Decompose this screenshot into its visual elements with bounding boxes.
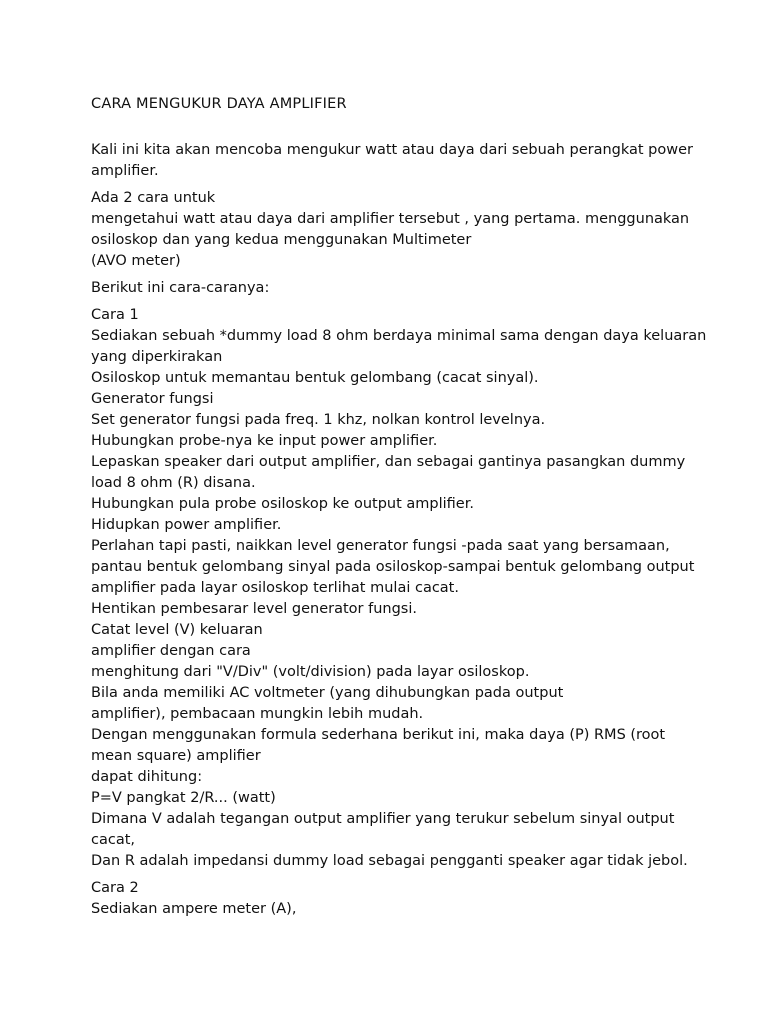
text-line: Dimana V adalah tegangan output amplifier yang terukur sebelum sinyal output bbox=[91, 811, 675, 827]
text-line: yang diperkirakan bbox=[91, 349, 223, 365]
text-line: Generator fungsi bbox=[91, 391, 214, 407]
text-line: Bila anda memiliki AC voltmeter (yang dihubungkan pada output bbox=[91, 685, 564, 701]
text-line: Dan R adalah impedansi dummy load sebagai pengganti speaker agar tidak jebol. bbox=[91, 853, 688, 869]
text-line: Hubungkan pula probe osiloskop ke output amplifier. bbox=[91, 496, 474, 512]
text-line: osiloskop dan yang kedua menggunakan Multimeter bbox=[91, 232, 472, 248]
paragraph bbox=[91, 188, 691, 272]
text-line: Sediakan ampere meter (A), bbox=[91, 901, 297, 917]
document-title: CARA MENGUKUR DAYA AMPLIFIER bbox=[91, 96, 347, 112]
text-line: mengetahui watt atau daya dari amplifier tersebut , yang pertama. menggunakan bbox=[91, 211, 690, 227]
paragraph bbox=[91, 878, 691, 920]
text-line: mean square) amplifier bbox=[91, 748, 261, 764]
text-line: Set generator fungsi pada freq. 1 khz, nolkan kontrol levelnya. bbox=[91, 412, 546, 428]
text-line: Berikut ini cara-caranya: bbox=[91, 280, 270, 296]
text-line: Hubungkan probe-nya ke input power amplifier. bbox=[91, 433, 438, 449]
text-line: amplifier pada layar osiloskop terlihat mulai cacat. bbox=[91, 580, 459, 596]
text-line: Osiloskop untuk memantau bentuk gelombang (cacat sinyal). bbox=[91, 370, 539, 386]
text-line: Hentikan pembesarar level generator fungsi. bbox=[91, 601, 417, 617]
text-line: menghitung dari "V/Div" (volt/division) pada layar osiloskop. bbox=[91, 664, 530, 680]
text-line: Cara 1 bbox=[91, 307, 139, 323]
text-line: amplifier. bbox=[91, 163, 159, 179]
text-line: Kali ini kita akan mencoba mengukur watt atau daya dari sebuah perangkat power bbox=[91, 142, 693, 158]
text-line: Hidupkan power amplifier. bbox=[91, 517, 282, 533]
text-line: Dengan menggunakan formula sederhana berikut ini, maka daya (P) RMS (root bbox=[91, 727, 666, 743]
text-line: Catat level (V) keluaran bbox=[91, 622, 263, 638]
text-line: Ada 2 cara untuk bbox=[91, 190, 216, 206]
text-line: Sediakan sebuah *dummy load 8 ohm berdaya minimal sama dengan daya keluaran bbox=[91, 328, 707, 344]
text-line: P=V pangkat 2/R... (watt) bbox=[91, 790, 276, 806]
paragraph bbox=[91, 305, 707, 872]
text-line: Lepaskan speaker dari output amplifier, dan sebagai gantinya pasangkan dummy bbox=[91, 454, 686, 470]
text-line: cacat, bbox=[91, 832, 136, 848]
text-line: amplifier), pembacaan mungkin lebih mudah. bbox=[91, 706, 424, 722]
text-line: pantau bentuk gelombang sinyal pada osiloskop-sampai bentuk gelombang output bbox=[91, 559, 695, 575]
document-body bbox=[91, 140, 707, 926]
text-line: Perlahan tapi pasti, naikkan level generator fungsi -pada saat yang bersamaan, bbox=[91, 538, 670, 554]
text-line: Cara 2 bbox=[91, 880, 139, 896]
text-line: amplifier dengan cara bbox=[91, 643, 251, 659]
paragraph bbox=[91, 278, 691, 299]
paragraph bbox=[91, 140, 691, 182]
text-line: dapat dihitung: bbox=[91, 769, 203, 785]
text-line: (AVO meter) bbox=[91, 253, 181, 269]
text-line: load 8 ohm (R) disana. bbox=[91, 475, 256, 491]
